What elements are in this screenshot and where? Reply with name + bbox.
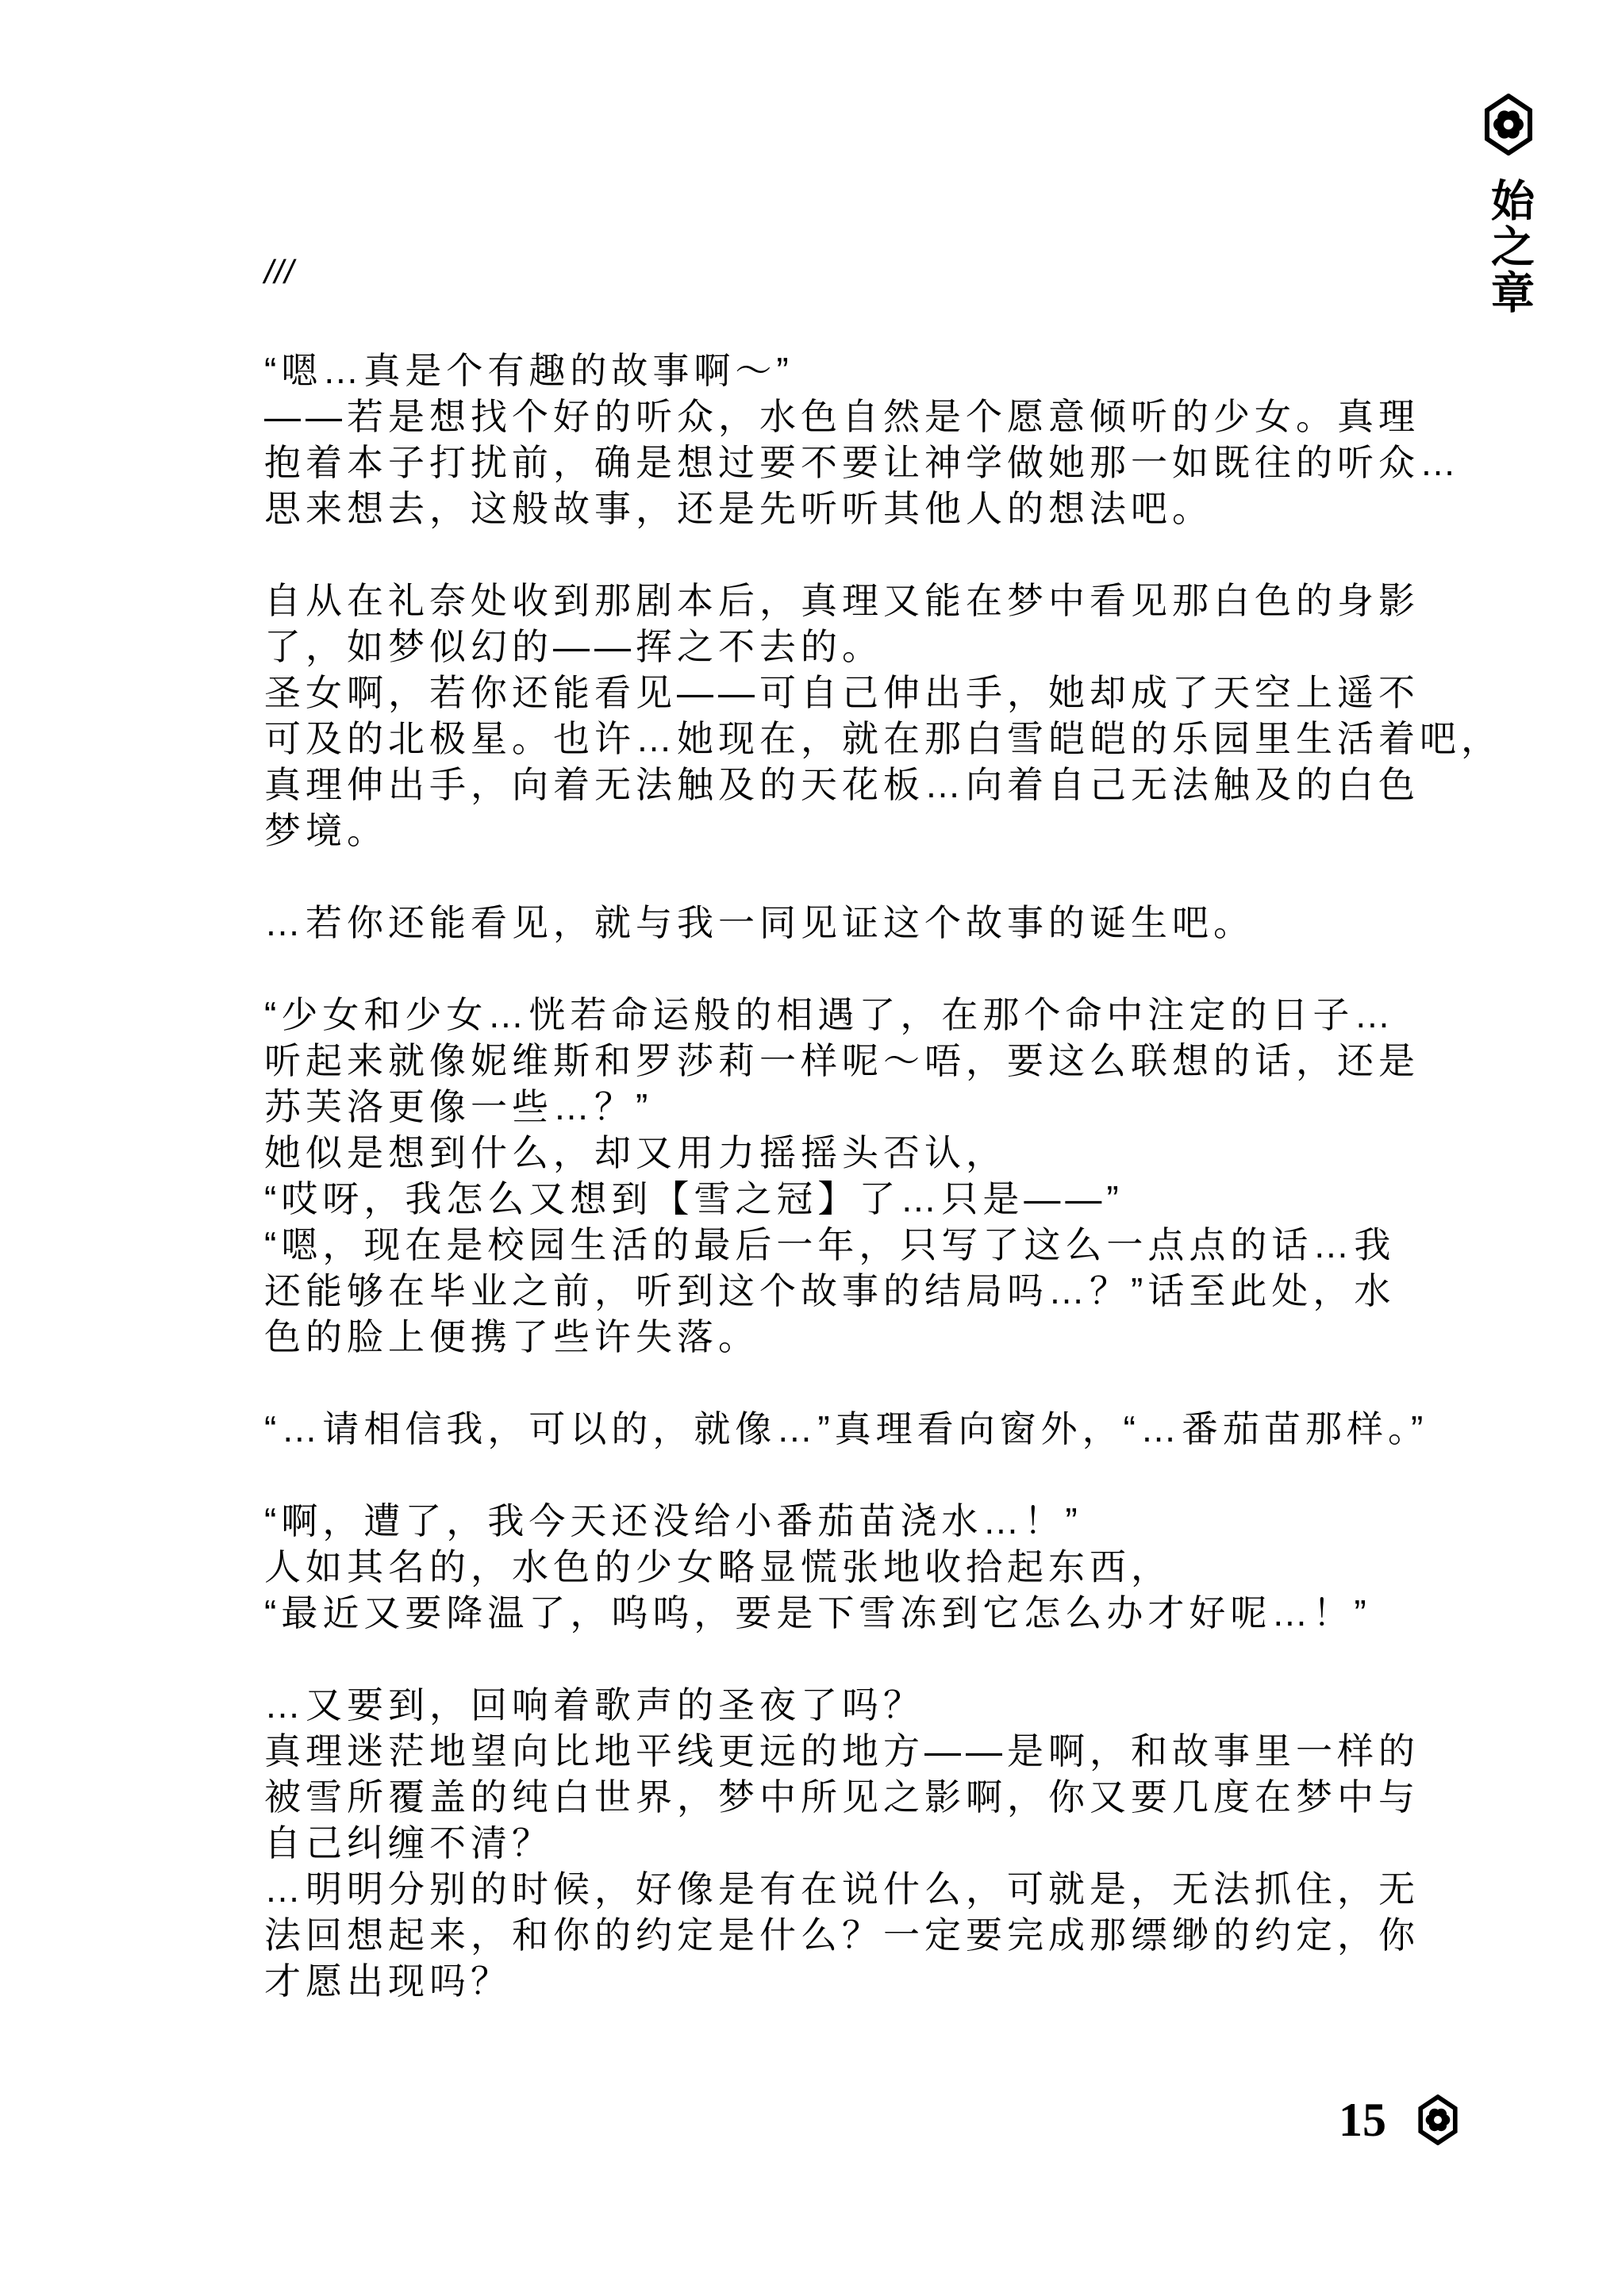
text-line: 苏芙洛更像一些…？” [264, 1086, 653, 1127]
paragraph [264, 347, 1461, 532]
text-line: 听起来就像妮维斯和罗莎莉一样呢～唔，要这么联想的话，还是 [264, 1040, 1420, 1081]
paragraph [264, 1498, 1423, 1636]
text-line: “少女和少女…恍若命运般的相遇了，在那个命中注定的日子… [264, 994, 1396, 1035]
text-line: …明明分别的时候，好像是有在说什么，可就是，无法抓住，无 [264, 1868, 1420, 1910]
text-line: 可及的北极星。也许…她现在，就在那白雪皑皑的乐园里生活着吧， [264, 718, 1502, 759]
text-line: 法回想起来，和你的约定是什么？一定要完成那缥缈的约定，你 [264, 1914, 1420, 1956]
text-line: ——若是想找个好的听众，水色自然是个愿意倾听的少女。真理 [264, 396, 1420, 437]
text-line: “哎呀，我怎么又想到【雪之冠】了…只是——” [264, 1178, 1124, 1219]
body-text [264, 249, 1502, 2004]
text-line: “最近又要降温了，呜呜，要是下雪冻到它怎么办才好呢…！” [264, 1592, 1371, 1634]
text-line: 被雪所覆盖的纯白世界，梦中所见之影啊，你又要几度在梦中与 [264, 1776, 1420, 1818]
text-line: 色的脸上便携了些许失落。 [264, 1316, 759, 1357]
text-line: 人如其名的，水色的少女略显慌张地收拾起东西， [264, 1546, 1172, 1588]
hexagon-flower-icon [1484, 94, 1533, 155]
text-line: 了，如梦似幻的——挥之不去的。 [264, 626, 883, 667]
text-line: …若你还能看见，就与我一同见证这个故事的诞生吧。 [264, 902, 1255, 943]
paragraph [264, 992, 1423, 1360]
text-line: 自从在礼奈处收到那剧本后，真理又能在梦中看见那白色的身影 [264, 580, 1420, 621]
text-line: 圣女啊，若你还能看见——可自己伸出手，她却成了天空上遥不 [264, 672, 1420, 713]
text-line: “…请相信我，可以的，就像…”真理看向窗外，“…番茄苗那样。” [264, 1408, 1428, 1449]
page-number: 15 [1339, 2094, 1386, 2146]
page-footer [1339, 2094, 1458, 2145]
text-line: 才愿出现吗？ [264, 1960, 512, 2002]
text-line: 她似是想到什么，却又用力摇摇头否认， [264, 1132, 1007, 1173]
paragraph [264, 900, 1423, 946]
text-line: “嗯…真是个有趣的故事啊～” [264, 350, 794, 391]
text-line: 思来想去，这般故事，还是先听听其他人的想法吧。 [264, 488, 1213, 529]
text-line: 真理伸出手，向着无法触及的天花板…向着自己无法触及的白色 [264, 764, 1420, 805]
text-line: 抱着本子打扰前，确是想过要不要让神学做她那一如既往的听众… [264, 442, 1461, 483]
text-line: 梦境。 [264, 810, 388, 851]
text-line: 还能够在毕业之前，听到这个故事的结局吗…？”话至此处，水 [264, 1270, 1396, 1311]
hexagon-flower-icon [1418, 2094, 1458, 2145]
chapter-header [1483, 94, 1534, 320]
paragraph [264, 1406, 1428, 1452]
text-line: …又要到，回响着歌声的圣夜了吗？ [264, 1684, 924, 1726]
text-line: 自己纠缠不清？ [264, 1822, 553, 1864]
text-line: “啊，遭了，我今天还没给小番茄苗浇水…！” [264, 1500, 1082, 1542]
paragraph [264, 1682, 1423, 2004]
text-line: 真理迷茫地望向比地平线更远的地方——是啊，和故事里一样的 [264, 1730, 1420, 1772]
chapter-title: 始之章 [1485, 178, 1533, 316]
text-line: “嗯，现在是校园生活的最后一年，只写了这么一点点的话…我 [264, 1224, 1396, 1265]
section-break-marker: /// [264, 253, 295, 290]
paragraph [264, 578, 1502, 854]
